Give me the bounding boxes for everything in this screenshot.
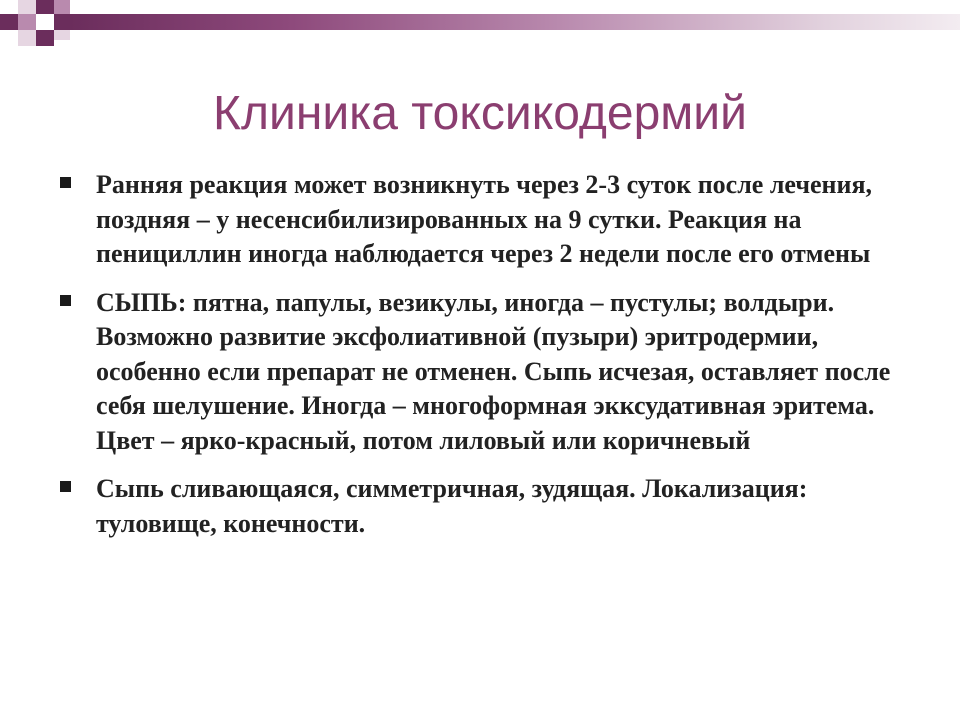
decor-square xyxy=(18,14,36,30)
square-bullet-icon xyxy=(60,295,71,306)
decor-square xyxy=(54,30,70,40)
bullet-text: Ранняя реакция может возникнуть через 2-3 суток после лечения, поздняя – у несенсибилизированных на 9 сутки. Реакция на пенициллин иногда наблюдается через 2 недели после его отмены xyxy=(96,170,873,268)
header-decoration xyxy=(0,0,960,60)
slide-title: Клиника токсикодермий xyxy=(213,87,747,140)
square-bullet-icon xyxy=(60,177,71,188)
decor-square xyxy=(18,30,36,46)
decor-square xyxy=(36,14,54,30)
decor-square xyxy=(54,14,70,30)
decor-square xyxy=(36,0,54,14)
list-item xyxy=(60,286,910,459)
list-item xyxy=(60,168,910,272)
bullet-text: СЫПЬ: пятна, папулы, везикулы, иногда – пустулы; волдыри. Возможно развитие эксфолиативной (пузыри) эритродермии, особенно если препарат не отменен. Сыпь исчезая, оставляет после себя шелушение. Иногда – многоформная экксудативная эритема. Цвет – ярко-красный, потом лиловый или коричневый xyxy=(96,287,891,455)
bullet-list xyxy=(60,168,910,555)
decor-square xyxy=(36,30,54,46)
header-gradient-bar xyxy=(70,14,960,30)
list-item xyxy=(60,472,910,541)
decor-square xyxy=(54,0,70,14)
decor-square xyxy=(18,0,36,14)
bullet-text: Сыпь сливающаяся, симметричная, зудящая. Локализация: туловище, конечности. xyxy=(96,474,808,538)
square-bullet-icon xyxy=(60,481,71,492)
decor-square xyxy=(0,14,18,30)
